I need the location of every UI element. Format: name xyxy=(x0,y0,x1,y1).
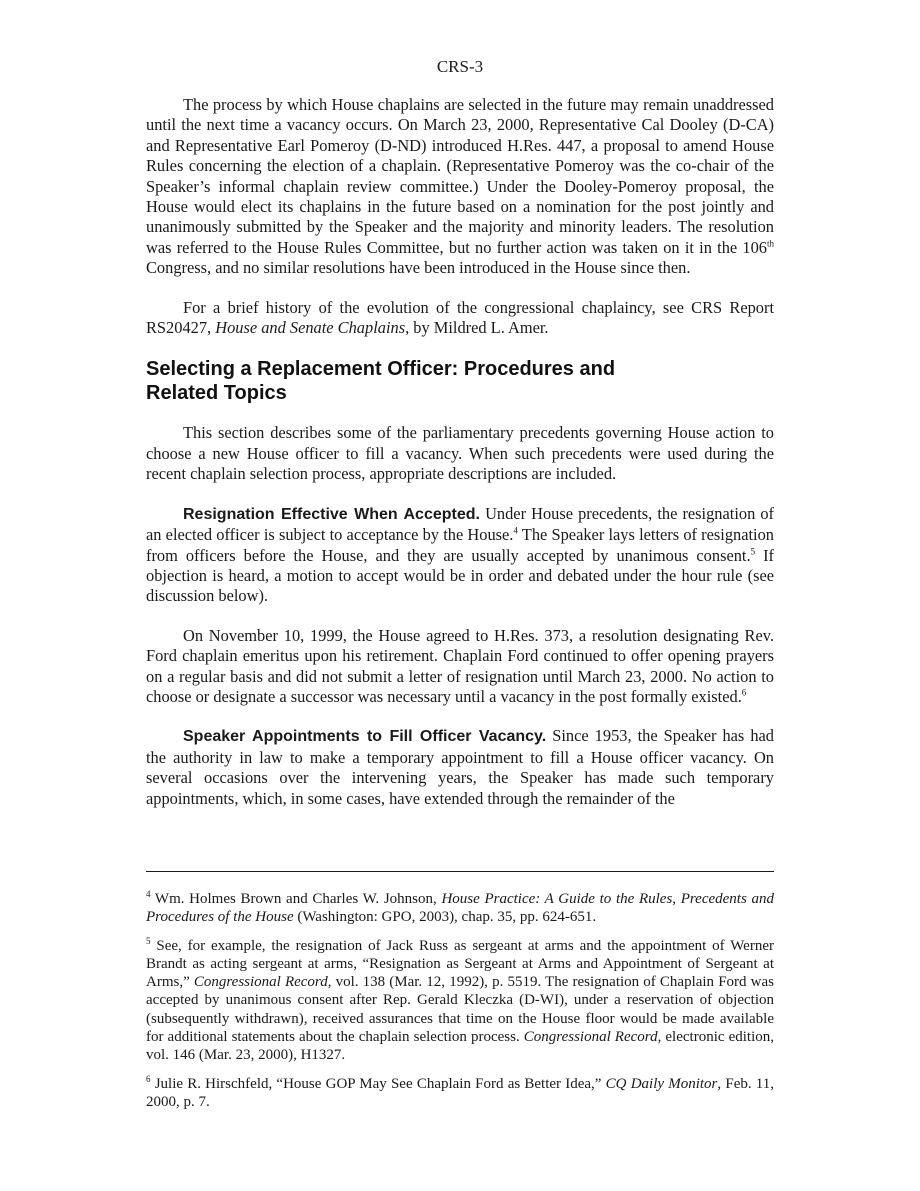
footnote-text: , Feb. 11, 2000, p. 7. xyxy=(146,1075,774,1110)
footnote-number: 5 xyxy=(146,935,151,946)
footnote-ref-6[interactable]: 6 xyxy=(741,687,747,698)
footnote-5 xyxy=(146,937,774,1065)
runin-heading-speaker: Speaker Appointments to Fill Officer Vacancy. xyxy=(183,728,547,746)
paragraph-speaker-appointments xyxy=(146,726,774,809)
footnotes xyxy=(146,890,774,1121)
footnote-number: 6 xyxy=(146,1073,151,1084)
report-title: House and Senate Chaplains xyxy=(215,318,406,338)
footnote-divider xyxy=(146,871,774,872)
footnote-citation-title: Congressional Record, xyxy=(193,974,332,991)
superscript-ordinal: th xyxy=(766,238,774,249)
paragraph-text: This section describes some of the parliamentary precedents governing House action to choose a new House officer to fill a vacancy. When such precedents were used during the recent chaplain selection process, appropriate descriptions are included. xyxy=(146,423,774,484)
paragraph-chaplain-selection xyxy=(146,95,774,279)
paragraph-brief-history xyxy=(146,298,774,339)
paragraph-text: Under House precedents, the resignation of an elected officer is subject to acceptance by the House. xyxy=(146,503,775,545)
paragraph-text: The process by which House chaplains are selected in the future may remain unaddressed until the next time a vacancy occurs. On March 23, 2000, Representative Cal Dooley (D-CA) and Representative Earl Pomeroy (D-ND) introduced H.Res. 447, a proposal to amend House Rules concerning the election of a chaplain. (Representative Pomeroy was the co-chair of the Speaker’s informal chaplain review committee.) Under the Dooley-Pomeroy proposal, the House would elect its chaplains in the future based on a nomination for the post jointly and unanimously submitted by the Speaker and the majority and minority leaders. The resolution was referred to the House Rules Committee, but no further action was taken on it in the 106 xyxy=(146,95,774,257)
footnote-ref-5[interactable]: 5 xyxy=(750,546,756,557)
footnote-ref-4[interactable]: 4 xyxy=(513,525,518,536)
runin-heading-resignation: Resignation Effective When Accepted. xyxy=(183,505,480,523)
paragraph-text: If objection is heard, a motion to accept would be in order and debated under the hour rule (see discussion below). xyxy=(146,545,774,606)
footnote-number: 4 xyxy=(146,889,151,899)
footnote-citation-title: Congressional Record xyxy=(523,1029,658,1046)
section-heading-line2: Related Topics xyxy=(146,382,287,405)
paragraph-text: , by Mildred L. Amer. xyxy=(405,318,549,338)
footnote-text: (Washington: GPO, 2003), chap. 35, pp. 624-651. xyxy=(293,909,597,926)
footnote-text: vol. 138 (Mar. 12, 1992), p. 5519. The resignation of Chaplain Ford was accepted by unanimous consent after Rep. Gerald Kleczka (D-WI), under a reservation of objection (subsequently withdrawn), received assurances that time on the House floor would be made available for additional statements about the chaplain selection process. xyxy=(146,974,774,1046)
body-text xyxy=(146,95,774,828)
footnote-6 xyxy=(146,1075,774,1112)
footnote-4 xyxy=(146,890,774,927)
footnote-text: Julie R. Hirschfeld, “House GOP May See Chaplain Ford as Better Idea,” xyxy=(150,1075,606,1092)
section-heading xyxy=(146,357,774,405)
paragraph-section-intro xyxy=(146,423,774,484)
footnote-text: See, for example, the resignation of Jack Russ as sergeant at arms and the appointment of Werner Brandt as acting sergeant at arms, “Resignation as Sergeant at Arms and Appointment of Sergeant at Arms,” xyxy=(146,937,774,991)
paragraph-text: For a brief history of the evolution of the congressional chaplaincy, see CRS Report RS20427, xyxy=(146,297,774,338)
paragraph-ford-emeritus xyxy=(146,626,774,708)
paragraph-text: On November 10, 1999, the House agreed to H.Res. 373, a resolution designating Rev. Ford chaplain emeritus upon his retirement. Chaplain Ford continued to offer opening prayers on a regular basis and did not submit a letter of resignation until March 23, 2000. No action to choose or designate a successor was necessary until a vacancy in the post formally existed. xyxy=(146,625,774,706)
footnote-citation-title: House Practice: A Guide to the Rules, Precedents and Procedures of the House xyxy=(146,891,774,926)
paragraph-text: Since 1953, the Speaker has had the authority in law to make a temporary appointment to fill a House officer vacancy. On several occasions over the intervening years, the Speaker has made such temporary appointments, which, in some cases, have extended through the remainder of the xyxy=(146,726,774,808)
footnote-citation-title: CQ Daily Monitor xyxy=(605,1075,718,1092)
section-heading-line1: Selecting a Replacement Officer: Procedures and xyxy=(146,358,616,381)
page-header: CRS-3 xyxy=(436,57,484,76)
paragraph-resignation xyxy=(146,504,774,607)
paragraph-text: The Speaker lays letters of resignation from officers before the House, and they are usually accepted by unanimous consent. xyxy=(146,525,774,565)
footnote-text: Wm. Holmes Brown and Charles W. Johnson, xyxy=(150,891,442,907)
footnote-text: , electronic edition, vol. 146 (Mar. 23, 2000), H1327. xyxy=(146,1029,774,1064)
paragraph-text: Congress, and no similar resolutions have been introduced in the House since then. xyxy=(146,258,691,278)
